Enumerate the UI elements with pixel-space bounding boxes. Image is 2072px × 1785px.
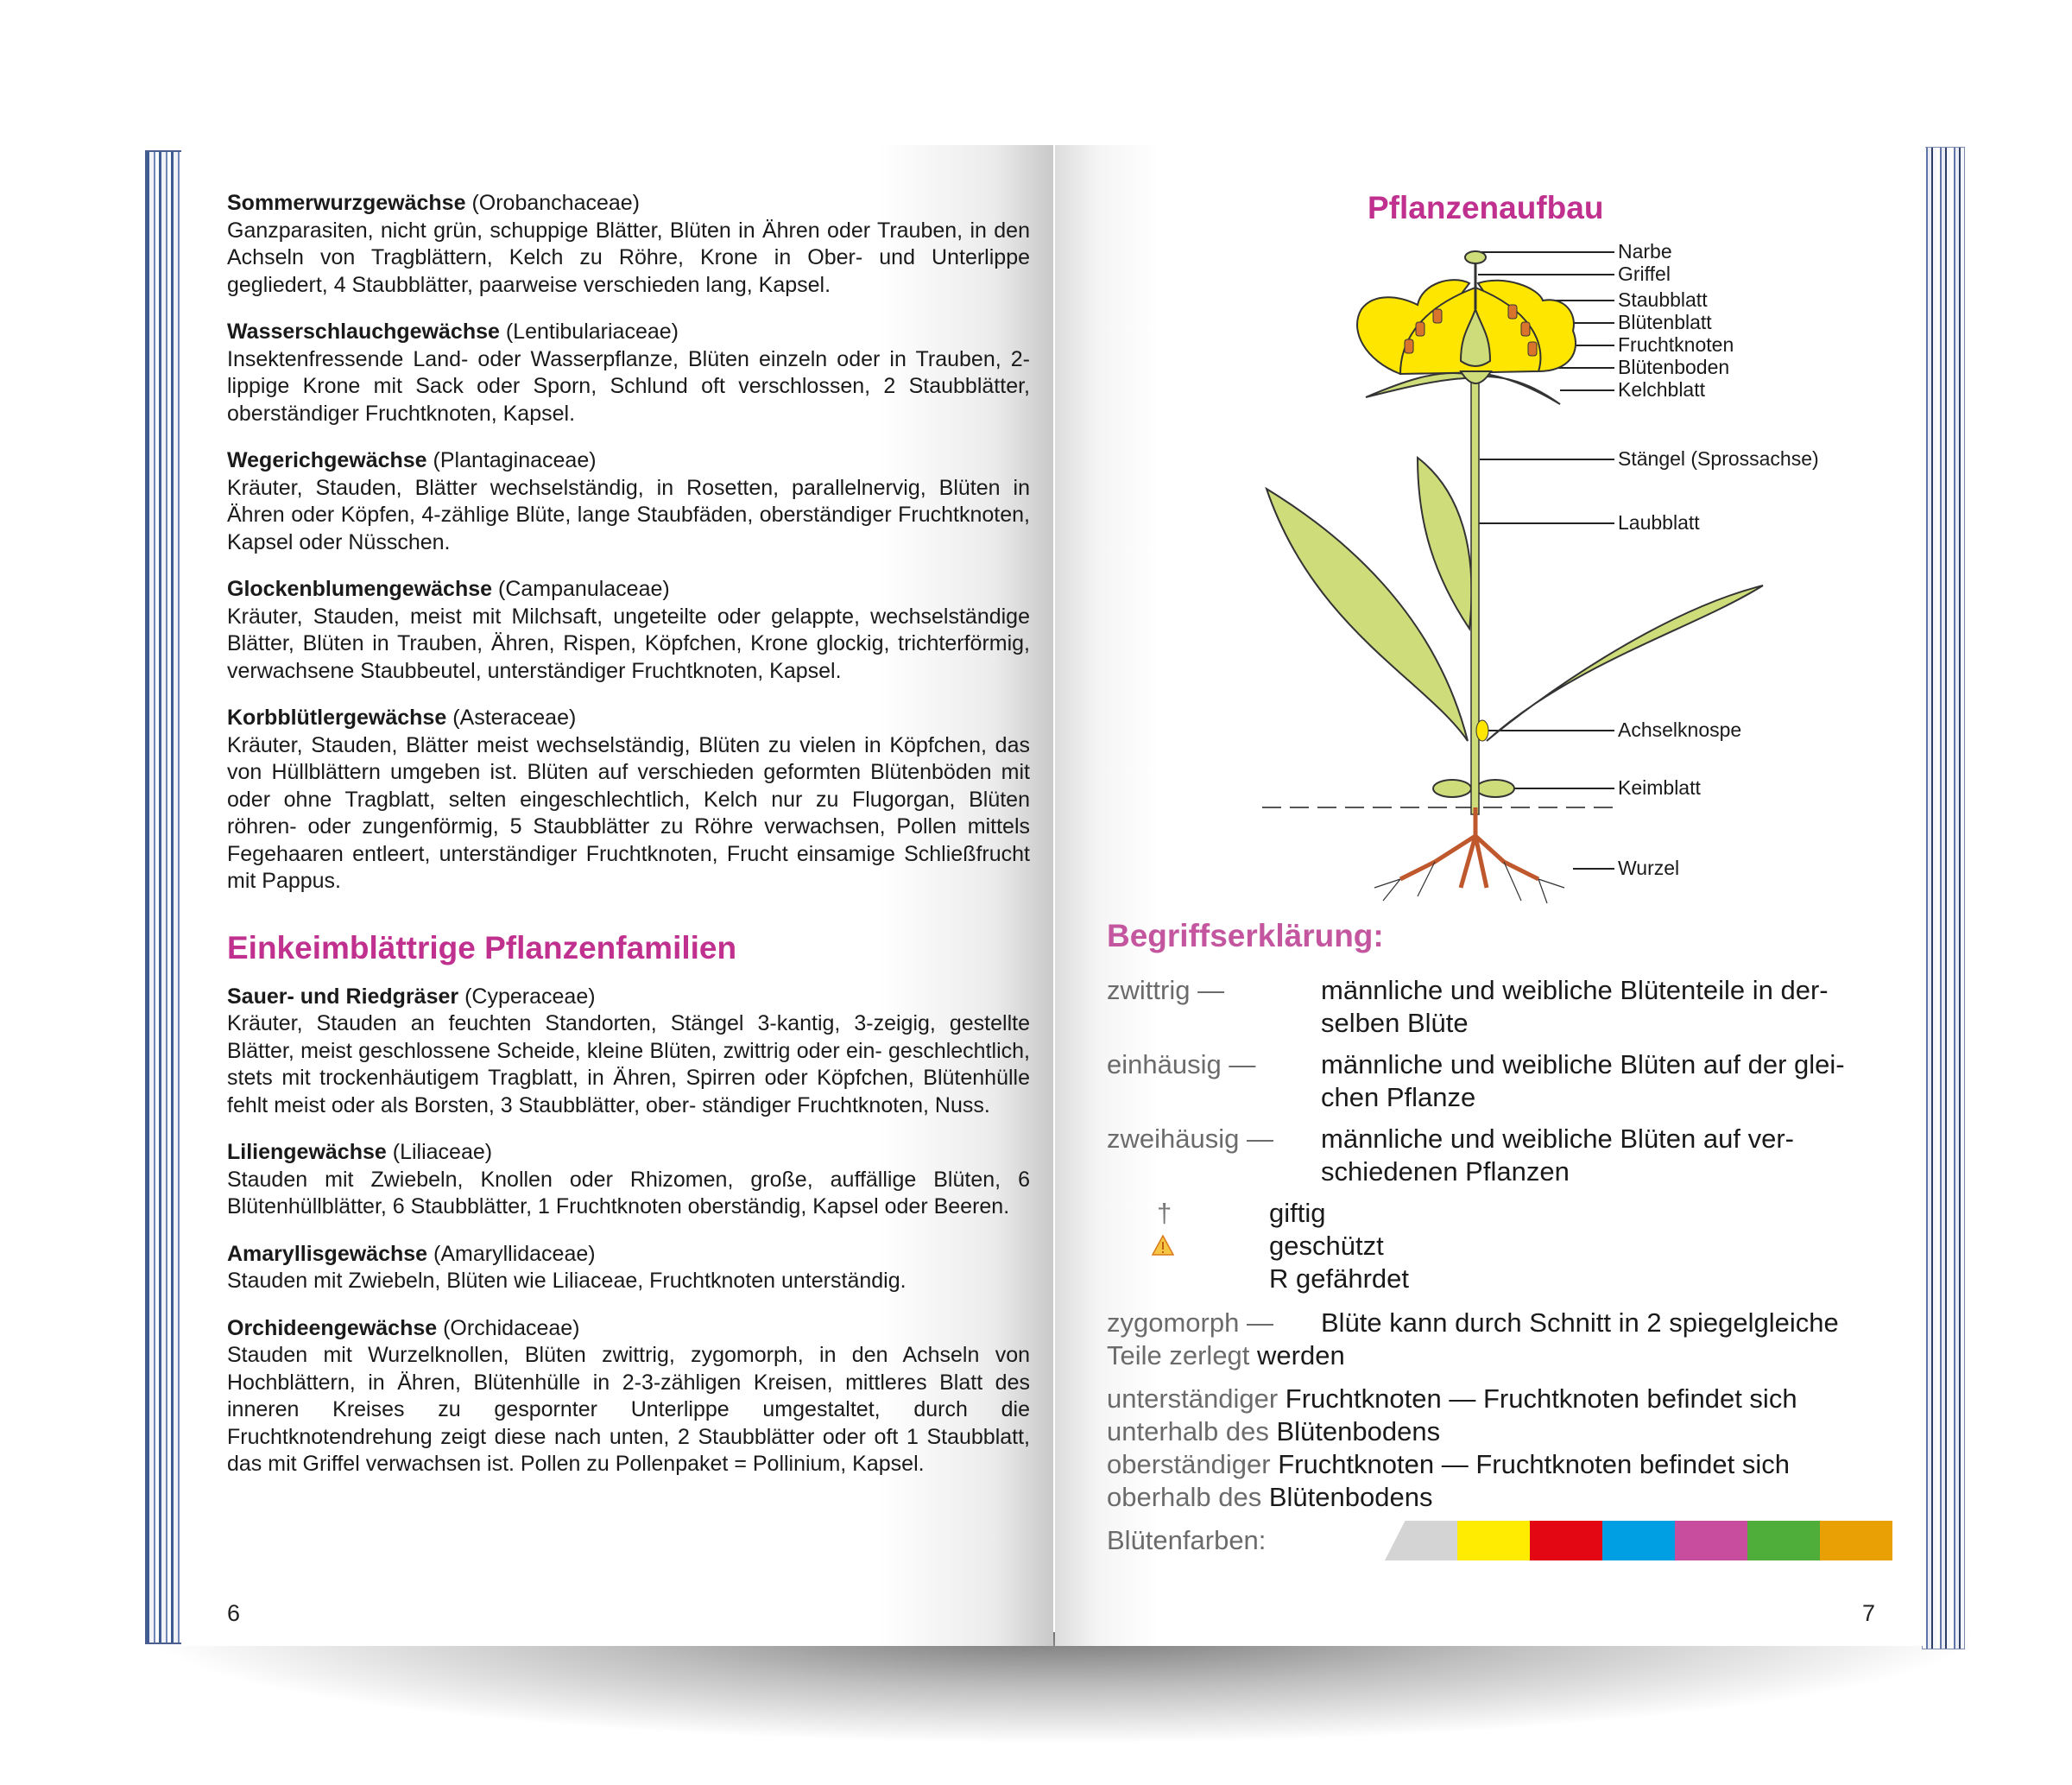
family-latin-name: (Liliaceae) bbox=[392, 1140, 493, 1164]
term-unterstaendig-line2 bbox=[1107, 1415, 1440, 1448]
page-number-left: 6 bbox=[227, 1600, 241, 1626]
leaf-upper bbox=[1418, 458, 1472, 629]
term-value bbox=[1321, 974, 1886, 1040]
label-bluetenblatt: Blütenblatt bbox=[1618, 311, 1712, 333]
family-name: Wegerichgewächse bbox=[227, 448, 427, 472]
flower-colors-label: Blütenfarben: bbox=[1107, 1525, 1267, 1555]
term-unterstaendig bbox=[1107, 1383, 1797, 1415]
term-text-grey: oberhalb des bbox=[1107, 1482, 1262, 1512]
family-description: Kräuter, Stauden, Blätter wechselständig, in Rosetten, parallelnervig, Blüten in Ähren oder Köpfen, 4-zählige Blüte, lange Staubfäden, oberständiger Fruchtknoten, Kapsel oder Nüsschen. bbox=[227, 475, 1030, 554]
book-edge-right bbox=[1922, 147, 1965, 1649]
left-page bbox=[181, 145, 1053, 1646]
term-row bbox=[1107, 974, 1884, 1040]
terms-title: Begriffserklärung: bbox=[1107, 918, 1384, 953]
term-text-grey: Teile zerlegt bbox=[1107, 1340, 1250, 1370]
term-value-line1: männliche und weibliche Blütenteile in der- bbox=[1321, 975, 1829, 1005]
family-latin-name: (Campanulaceae) bbox=[498, 577, 670, 601]
book-shadow bbox=[138, 1632, 1986, 1744]
family-name: Sommerwurzgewächse bbox=[227, 191, 466, 215]
book-edge-left bbox=[145, 150, 186, 1644]
term-value bbox=[1321, 1048, 1886, 1114]
family-name: Sauer- und Riedgräser bbox=[227, 984, 459, 1009]
receptacle bbox=[1461, 371, 1491, 383]
family-entry bbox=[227, 1315, 1030, 1478]
plant-diagram bbox=[1055, 145, 1925, 905]
term-value-line2: selben Blüte bbox=[1321, 1008, 1469, 1038]
family-description: Ganzparasiten, nicht grün, schuppige Blätter, Blüten in Ähren oder Trauben, in den Achseln von Tragblättern, Kelch zu Röhre, Krone in Ober- und Unterlippe gegliedert, 4 Staubblätter, paarweise verschieden lang, Kapsel. bbox=[227, 218, 1030, 297]
family-entry bbox=[227, 319, 1030, 427]
term-value-line2: chen Pflanze bbox=[1321, 1082, 1476, 1112]
color-swatch bbox=[1675, 1521, 1747, 1560]
family-latin-name: (Amaryllidaceae) bbox=[433, 1241, 596, 1266]
page-number-right: 7 bbox=[1862, 1600, 1876, 1626]
label-fruchtknoten: Fruchtknoten bbox=[1618, 333, 1734, 356]
color-swatch bbox=[1457, 1521, 1530, 1560]
cotyledon-left bbox=[1433, 780, 1471, 797]
family-latin-name: (Lentibulariaceae) bbox=[505, 320, 679, 344]
symbol-label-gefaehrdet: R gefährdet bbox=[1269, 1263, 1409, 1294]
label-wurzel: Wurzel bbox=[1618, 857, 1680, 879]
term-value: Fruchtknoten — Fruchtknoten befindet sich bbox=[1278, 1383, 1797, 1414]
label-laubblatt: Laubblatt bbox=[1618, 511, 1700, 534]
term-value bbox=[1321, 1123, 1886, 1188]
symbol-label-giftig: giftig bbox=[1269, 1198, 1326, 1228]
color-swatch bbox=[1602, 1521, 1675, 1560]
family-description: Stauden mit Wurzelknollen, Blüten zwittrig, zygomorph, in den Achseln von Hochblättern, in Ähren, Blütenhülle in 2-3-zähligen Kreisen, mittleres Blatt des inneren Kreises zu gespornter Unterlippe umgestaltet, durch die Fruchtknotendrehung zeigt diese nach unten, 2 Staubblätter oder oft 1 Staubblatt, das mit Griffel verwachsen ist. Pollen zu Pollenpaket = Pollinium, Kapsel. bbox=[227, 1343, 1030, 1476]
stem bbox=[1471, 365, 1479, 814]
term-key: oberständiger bbox=[1107, 1449, 1271, 1479]
family-latin-name: (Cyperaceae) bbox=[464, 984, 596, 1009]
symbol-label-geschuetzt: geschützt bbox=[1269, 1231, 1384, 1261]
term-oberstaendig bbox=[1107, 1448, 1790, 1481]
term-key: unterständiger bbox=[1107, 1383, 1279, 1414]
right-page bbox=[1055, 145, 1925, 1646]
term-key: einhäusig — bbox=[1107, 1049, 1256, 1079]
term-row bbox=[1107, 1048, 1884, 1114]
flower-color-swatches bbox=[1385, 1521, 1892, 1560]
term-zygomorph bbox=[1107, 1307, 1884, 1339]
warning-triangle-icon bbox=[1152, 1235, 1174, 1256]
family-latin-name: (Asteraceae) bbox=[452, 706, 577, 730]
term-text-dark: Blütenbodens bbox=[1261, 1482, 1433, 1512]
term-text-dark: Blütenbodens bbox=[1268, 1416, 1441, 1446]
label-narbe: Narbe bbox=[1618, 240, 1672, 263]
term-oberstaendig-line2 bbox=[1107, 1481, 1432, 1514]
family-name: Wasserschlauchgewächse bbox=[227, 320, 500, 344]
family-entry bbox=[227, 190, 1030, 299]
family-list-monocots bbox=[227, 984, 1030, 1478]
leaf-right bbox=[1487, 586, 1763, 741]
leaves bbox=[1267, 458, 1763, 797]
family-entry bbox=[227, 1139, 1030, 1221]
label-griffel: Griffel bbox=[1618, 263, 1671, 285]
label-achselknospe: Achselknospe bbox=[1618, 718, 1742, 741]
label-keimblatt: Keimblatt bbox=[1618, 776, 1701, 799]
color-swatch bbox=[1820, 1521, 1892, 1560]
family-latin-name: (Orchidaceae) bbox=[443, 1315, 580, 1340]
color-swatch bbox=[1385, 1521, 1457, 1560]
color-swatch bbox=[1747, 1521, 1820, 1560]
label-staengel: Stängel (Sprossachse) bbox=[1618, 447, 1819, 470]
family-list-dicots bbox=[227, 190, 1030, 896]
axillary-bud bbox=[1476, 720, 1488, 741]
family-entry bbox=[227, 576, 1030, 685]
term-value-line1: männliche und weibliche Blüten auf der glei- bbox=[1321, 1049, 1845, 1079]
family-entry bbox=[227, 447, 1030, 556]
label-staubblatt: Staubblatt bbox=[1618, 288, 1708, 311]
root-hairs bbox=[1374, 862, 1564, 903]
term-key: zygomorph — bbox=[1107, 1307, 1273, 1338]
family-description: Stauden mit Zwiebeln, Knollen oder Rhizomen, große, auffällige Blüten, 6 Blütenhüllblätter, 6 Staubblätter, 1 Fruchtknoten oberständig, Kapsel oder Beeren. bbox=[227, 1167, 1030, 1218]
family-entry bbox=[227, 705, 1030, 896]
color-swatch bbox=[1530, 1521, 1602, 1560]
family-latin-name: (Plantaginaceae) bbox=[433, 448, 597, 472]
family-entry bbox=[227, 984, 1030, 1120]
family-description: Stauden mit Zwiebeln, Blüten wie Liliaceae, Fruchtknoten unterständig. bbox=[227, 1269, 906, 1293]
term-value-line1: männliche und weibliche Blüten auf ver- bbox=[1321, 1124, 1794, 1154]
family-name: Orchideengewächse bbox=[227, 1315, 438, 1340]
family-description: Insektenfressende Land- oder Wasserpflanze, Blüten einzeln oder in Trauben, 2-lippige Krone mit Sack oder Sporn, Schlund oft verschlossen, 2 Staubblätter, oberständiger Fruchtknoten, Kapsel. bbox=[227, 346, 1030, 426]
family-name: Korbblütlergewächse bbox=[227, 706, 447, 730]
diagram-title: Pflanzenaufbau bbox=[1368, 190, 1604, 225]
term-row bbox=[1107, 1123, 1884, 1188]
term-value: Fruchtknoten — Fruchtknoten befindet sich bbox=[1270, 1449, 1790, 1479]
family-description: Kräuter, Stauden, Blätter meist wechselständig, Blüten zu vielen in Köpfchen, das von Hüllblättern umgeben ist. Blüten auf verschieden geformten Blütenböden mit oder ohne Tragblatt, selten eingeschlechtlich, Kelch nur zu Flugorgan, Blüten röhren- oder zungenförmig, 5 Staubblätter zu Röhre verwachsen, Pollen mittels Fegehaaren entleert, unterständiger Fruchtknoten, Frucht einsamige Schließfrucht mit Pappus. bbox=[227, 732, 1030, 893]
term-key: zweihäusig — bbox=[1107, 1124, 1273, 1154]
cotyledon-right bbox=[1476, 780, 1514, 797]
dagger-icon: † bbox=[1157, 1198, 1172, 1228]
family-description: Kräuter, Stauden an feuchten Standorten, Stängel 3-kantig, 3-zeigig, gestellte Blätter, meist geschlossene Scheide, kleine Blüten, zwittrig oder ein- geschlechtlich, stets mit trockenhäutigem Tragblatt, in Ähren, Spirren oder Köpfchen, Blütenhülle fehlt meist oder als Borsten, 3 Staubblätter, ober- ständiger Fruchtknoten, Nuss. bbox=[227, 1011, 1030, 1117]
left-page-content bbox=[227, 190, 1030, 1498]
section-title: Einkeimblättrige Pflanzenfamilien bbox=[227, 929, 737, 965]
term-key: zwittrig — bbox=[1107, 975, 1225, 1005]
family-latin-name: (Orobanchaceae) bbox=[471, 191, 641, 215]
label-kelchblatt: Kelchblatt bbox=[1618, 378, 1706, 401]
label-bluetenboden: Blütenboden bbox=[1618, 356, 1730, 378]
term-value: Blüte kann durch Schnitt in 2 spiegelgleiche bbox=[1321, 1307, 1839, 1338]
family-description: Kräuter, Stauden, meist mit Milchsaft, ungeteilte oder gelappte, wechselständige Blätter, Blüten in Trauben, Ähren, Rispen, Köpfchen, Krone glockig, trichterförmig, verwachsene Staubbeutel, unterständiger Fruchtknoten, Kapsel. bbox=[227, 604, 1030, 683]
sepal-right bbox=[1485, 374, 1560, 404]
sepal-left bbox=[1366, 373, 1465, 397]
term-value-line2: schiedenen Pflanzen bbox=[1321, 1156, 1570, 1187]
term-text-dark: werden bbox=[1249, 1340, 1345, 1370]
family-entry bbox=[227, 1241, 1030, 1295]
stigma bbox=[1465, 251, 1486, 263]
family-name: Amaryllisgewächse bbox=[227, 1241, 428, 1266]
family-name: Liliengewächse bbox=[227, 1140, 387, 1164]
term-zygomorph-line2 bbox=[1107, 1339, 1345, 1372]
term-text-grey: unterhalb des bbox=[1107, 1416, 1269, 1446]
family-name: Glockenblumengewächse bbox=[227, 577, 493, 601]
roots bbox=[1400, 807, 1538, 888]
